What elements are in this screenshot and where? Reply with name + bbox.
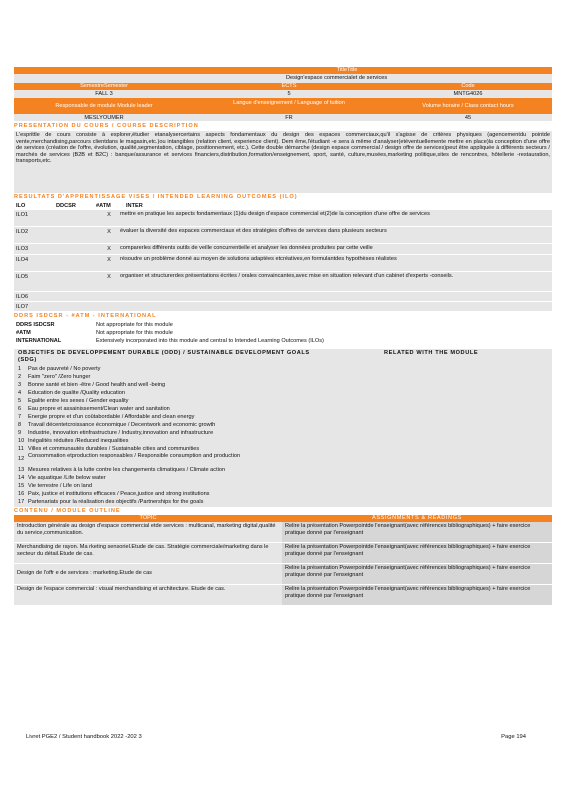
sdg-text: Partenariats pour la réalisation des objectifs /Partnerships for the goals (28, 499, 204, 505)
table-row (14, 585, 552, 606)
title-value: Design'espace commercialet de services (286, 75, 388, 81)
table-row (14, 244, 552, 255)
title-value-row (14, 74, 552, 83)
ilo-id: ILO3 (16, 246, 29, 252)
col-atm: #ATM (96, 203, 111, 209)
responsable-value: MESLYOUMER (84, 115, 124, 121)
language-value: FR (285, 115, 293, 121)
ddrs-heading: DDRS ISDCSR - #ATM - INTERNATIONAL (14, 313, 157, 319)
table-row (14, 227, 552, 244)
sdg-text: Mesures relatives à la lutte contre les changements climatiques / Climate action (28, 467, 226, 473)
presentation-text: L'esprittle de cours consiste à explorer,étudier etanalysercertains aspects fondamentaux du design des espaces commerciaux,qu'il s'agisse de critères physiques (agencementdu pointde vente,merchandising,parcours clientdans le magasin,etc.)ou intangibles (relation client, experience client). Dem ême,l'étudiant -e sera à même d'analyser(etéventuellemente mettre en place)la conception d'une offre de services (création de l'offre, évolution, qualité,segmentation, ciblage, positionnement, etc.). Cette double démarche (design espace commercial / design offre de services)peut être appliquée à différents secteurs / marchés de services (B2B et B2C) : banque/assurance et services financiers,distribution,formation/enseignement, sport, santé, culture,musées,marketing politique,sites de rencontres, hôtellerie -restauration, transports,etc. (14, 131, 552, 193)
col-assign: ASSIGNMENTS & READINGS (372, 515, 462, 521)
table-row (14, 337, 552, 345)
sdg-number: 2 (18, 374, 22, 380)
list-item (14, 482, 552, 490)
assign-cell: Relire la présentation Powerpointde l'enseignant(avec références bibliographiques) + faire exercice pratique donné par l'enseignant (282, 522, 552, 542)
table-row (14, 321, 552, 329)
page-footer (26, 734, 526, 740)
ilo-id: ILO1 (16, 212, 29, 218)
outcomes-table (14, 210, 552, 312)
list-item (14, 413, 552, 421)
language-label: Langue d'enseignement / Language of tuition (233, 100, 345, 106)
ilo-text: organiser et structurerdes présentations écrites / orales convaincantes,avec mise en situation relevant d'un cabinet d'experts -conseils. (120, 273, 454, 279)
content-column-headers (14, 515, 552, 522)
code-value: MNTG4026 (453, 91, 483, 97)
assign-cell: Relire la présentation Powerpointde l'enseignant(avec références bibliographiques) + faire exercice pratique donné par l'enseignant (282, 543, 552, 563)
page-number: Page 194 (501, 734, 526, 740)
sdg-header (14, 349, 552, 365)
ddrs-text: Not appropriate for this module (96, 322, 173, 328)
topic-cell: Design de l'espace commercial : visual merchandising et architecture. Etude de cas. (14, 585, 282, 605)
ects-value: 5 (287, 91, 291, 97)
sdg-box (14, 349, 552, 507)
table-row (14, 329, 552, 337)
leader-value-row (14, 114, 552, 122)
sdg-number: 4 (18, 390, 22, 396)
col-inter: INTER (126, 203, 143, 209)
ilo-id: ILO7 (16, 304, 29, 310)
title-label: TitleTitle (336, 67, 358, 73)
ilo-text (118, 292, 552, 301)
sdg-number: 15 (18, 483, 25, 489)
sdg-heading: OBJECTIFS DE DEVELOPPEMENT DURABLE (ODD) / SUSTAINABLE DEVELOPMENT GOALS (SDG) (18, 350, 310, 363)
table-row (14, 210, 552, 227)
col-ddrs: DDCSR (56, 203, 76, 209)
international-label: INTERNATIONAL (16, 338, 62, 344)
list-item (14, 429, 552, 437)
sdg-text: Paix, justice et institutions efficaces / Peace,justice and strong institutions (28, 491, 210, 497)
sdg-text: Inégalités réduites /Reduced inequalities (28, 438, 129, 444)
sdg-number: 7 (18, 414, 22, 420)
ects-label: ECTS (281, 83, 297, 89)
sdg-number: 3 (18, 382, 22, 388)
semester-value-row (14, 90, 552, 98)
list-item (14, 389, 552, 397)
assign-cell: Relire la présentation Powerpointde l'enseignant(avec références bibliographiques) + faire exercice pratique donné par l'enseignant (282, 585, 552, 605)
content-table (14, 522, 552, 606)
volume-label: Volume horaire / Class contact hours (422, 103, 514, 109)
table-row (14, 522, 552, 543)
code-label: Code (461, 83, 475, 89)
ilo-text: résoudre un problème donné au moyen de solutions adaptées etcréatives,en formulantdes hypothèses réalistes (120, 256, 397, 262)
ilo-mark (100, 302, 118, 311)
sdg-text: Energie propre et d'un coûtabordable / Affordable and clean energy (28, 414, 195, 420)
list-item (14, 498, 552, 506)
content-heading: CONTENU / MODULE OUTLINE (14, 508, 121, 514)
list-item (14, 490, 552, 498)
semester-label: SemestreSemester (80, 83, 128, 89)
ilo-mark: X (107, 257, 111, 263)
col-topic: TOPIC (139, 515, 157, 521)
ilo-text (118, 302, 552, 311)
ddrs-table (14, 321, 552, 345)
list-item (14, 405, 552, 413)
sdg-list (14, 365, 552, 506)
table-row (14, 564, 552, 585)
list-item (14, 381, 552, 389)
list-item (14, 474, 552, 482)
sdg-number: 13 (18, 467, 25, 473)
leader-header-row (14, 98, 552, 114)
topic-cell: Design de l'offr e de services : marketing.Etude de cas (14, 564, 282, 584)
sdg-text: Bonne santé et bien -être / Good health and well -being (28, 382, 166, 388)
table-row (14, 292, 552, 302)
sdg-number: 10 (18, 438, 25, 444)
footer-handbook-label: Livret PGE2 / Student handbook 2022 -202 3 (26, 734, 142, 740)
ilo-mark: X (107, 246, 111, 252)
ilo-id: ILO5 (16, 274, 29, 280)
col-ilo: ILO (16, 203, 26, 209)
list-item (14, 397, 552, 405)
ilo-mark (100, 292, 118, 301)
semester-value: FALL 3 (95, 91, 113, 97)
international-text: Extensively incorporated into this module and central to Intended Learning Outcomes (ILOs) (96, 338, 324, 344)
sdg-number: 8 (18, 422, 22, 428)
table-row (14, 272, 552, 292)
sdg-number: 14 (18, 475, 25, 481)
sdg-related-label: RELATED WITH THE MODULE (384, 350, 479, 356)
sdg-text: Vie terrestre / Life on land (28, 483, 92, 489)
ilo-mark: X (107, 212, 111, 218)
ilo-id: ILO6 (16, 294, 29, 300)
table-row (14, 302, 552, 312)
sdg-text: Travail décentetcroissance économique / Decentwork and economic growth (28, 422, 216, 428)
sdg-number: 5 (18, 398, 22, 404)
sdg-text: Industrie, innovation etinfrastructure / Industry,innovation and infrastructure (28, 430, 214, 436)
ilo-mark: X (107, 274, 111, 280)
ddrs-label: DDRS ISDCSR (16, 322, 55, 328)
sdg-text: Pas de pauvreté / No poverty (28, 366, 101, 372)
ilo-mark: X (107, 229, 111, 235)
outcomes-column-headers (14, 202, 552, 210)
sdg-number: 9 (18, 430, 22, 436)
list-item (14, 421, 552, 429)
ilo-text: comparerles différents outils de veille concurrentielle et analyser les données produites par cette veille (120, 245, 373, 251)
presentation-heading: PRESENTATION DU COURS / COURSE DESCRIPTION (14, 123, 199, 129)
title-header-row (14, 67, 552, 74)
assign-cell: Relire la présentation Powerpointde l'enseignant(avec références bibliographiques) + faire exercice pratique donné par l'enseignant (282, 564, 552, 584)
sdg-number: 17 (18, 499, 25, 505)
sdg-text: Consommation etproduction responsables / Responsible consumption and production (28, 453, 241, 459)
atm-label: #ATM (16, 330, 31, 336)
atm-text: Not appropriate for this module (96, 330, 173, 336)
list-item (14, 453, 552, 466)
volume-value: 45 (464, 115, 472, 121)
sdg-text: Egalite entre les sexes / Gender equality (28, 398, 129, 404)
responsable-label: Responsable de module Module leader (55, 103, 153, 109)
topic-cell: Introduction générale au design d'espace commercial etde services : multicanal, marketing digital,qualité du service,communication. (14, 522, 282, 542)
sdg-text: Eau propre et assainissement/Clean water and sanitation (28, 406, 170, 412)
sdg-number: 11 (18, 446, 24, 452)
semester-header-row (14, 83, 552, 90)
ilo-text: évaluer la diversité des espaces commerciaux et des stratégies d'offres de services dans plusieurs secteurs (120, 228, 387, 234)
table-row (14, 255, 552, 272)
sdg-number: 6 (18, 406, 22, 412)
list-item (14, 437, 552, 445)
ilo-id: ILO4 (16, 257, 29, 263)
ilo-id: ILO2 (16, 229, 29, 235)
sdg-number: 16 (18, 491, 25, 497)
list-item (14, 466, 552, 474)
list-item (14, 365, 552, 373)
list-item (14, 445, 552, 453)
ilo-text: mettre en pratique les aspects fondamentaux (1)du design d'espace commercial et(2)de la conception d'une offre de services (120, 211, 430, 217)
sdg-text: Faim "zero" /Zero hunger (28, 374, 91, 380)
list-item (14, 373, 552, 381)
sdg-text: Vie aquatique /Life below water (28, 475, 106, 481)
topic-cell: Merchandising de rayon. Ma rketing sensoriel.Etude de cas. Stratégie commerciale/marketing dans le secteur du détail.Etude de cas. (14, 543, 282, 563)
sdg-number: 1 (18, 366, 22, 372)
sdg-text: Villes et communautés durables / Sustainable cities and communities (28, 446, 200, 452)
outcomes-heading: RESULTATS D'APPRENTISSAGE VISES / INTENDED LEARNING OUTCOMES (ILO) (14, 194, 298, 200)
sdg-number: 12 (18, 456, 25, 462)
table-row (14, 543, 552, 564)
document-page (14, 67, 552, 606)
sdg-text: Education de qualite /Quality education (28, 390, 126, 396)
